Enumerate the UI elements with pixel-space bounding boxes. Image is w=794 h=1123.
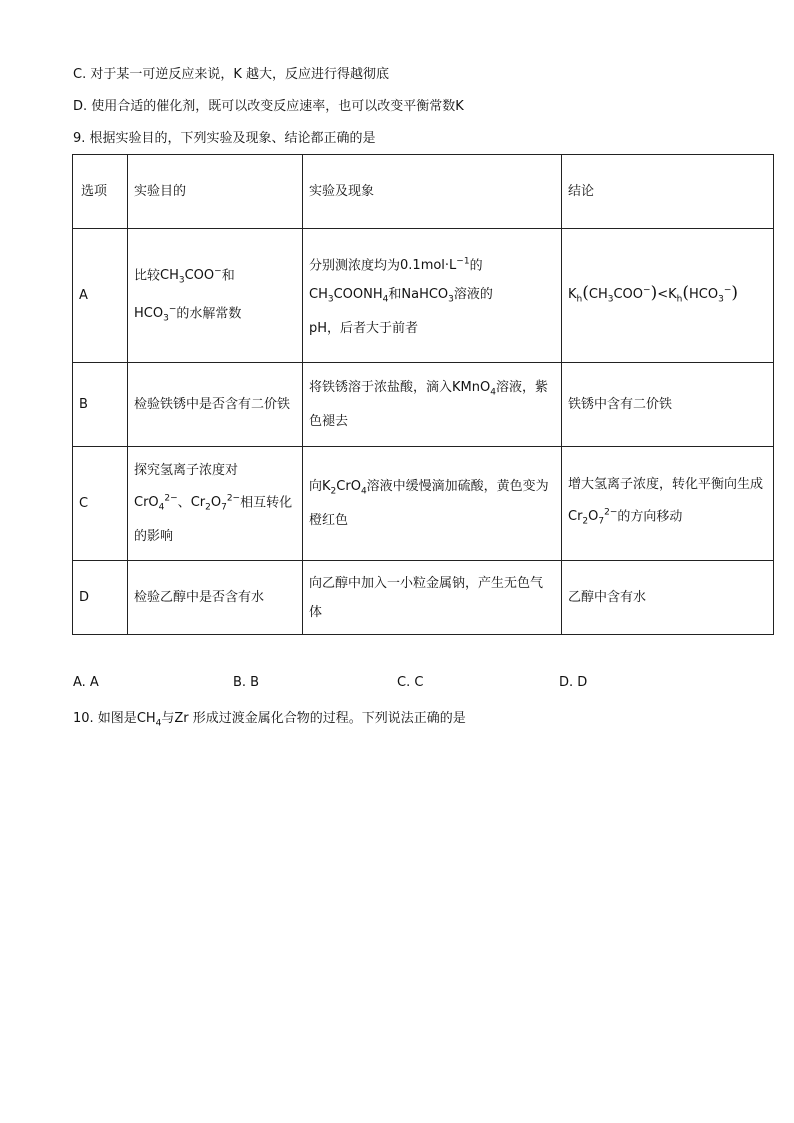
table-header-row xyxy=(73,155,774,229)
row-a-option: A xyxy=(73,229,128,363)
row-d-experiment: 向乙醇中加入一小粒金属钠，产生无色气体 xyxy=(303,561,562,635)
table-row-c xyxy=(73,447,774,561)
answer-choices xyxy=(73,675,723,693)
header-purpose: 实验目的 xyxy=(128,155,303,229)
experiment-table xyxy=(72,154,774,635)
row-b-purpose: 检验铁锈中是否含有二价铁 xyxy=(128,363,303,447)
row-c-purpose: 探究氢离子浓度对 CrO$_4^{2-}$、$Cr_2O_7^{2-}$相互转化的影响 xyxy=(128,447,303,561)
choice-a[interactable]: A. A xyxy=(73,675,99,690)
question-9-stem: 9. 根据实验目的，下列实验及现象、结论都正确的是 xyxy=(73,131,376,146)
header-experiment: 实验及现象 xyxy=(303,155,562,229)
choice-b[interactable]: B. B xyxy=(233,675,260,690)
option-c-text: C. 对于某一可逆反应来说，K 越大，反应进行得越彻底 xyxy=(73,67,389,82)
row-d-conclusion: 乙醇中含有水 xyxy=(562,561,774,635)
header-conclusion: 结论 xyxy=(562,155,774,229)
row-d-option: D xyxy=(73,561,128,635)
row-c-option: C xyxy=(73,447,128,561)
question-10-stem: 10. 如图是$CH_4$与Zr 形成过渡金属化合物的过程。下列说法正确的是 xyxy=(73,711,466,729)
row-b-experiment: 将铁锈溶于浓盐酸，滴入KMnO$_4$溶液，紫色褪去 xyxy=(303,363,562,447)
option-d-text: D. 使用合适的催化剂，既可以改变反应速率，也可以改变平衡常数K xyxy=(73,99,464,114)
row-a-purpose: 比较$CH_3COO^-$和 $HCO_3^-$的水解常数 xyxy=(128,229,303,363)
row-a-conclusion: $K_h(CH_3COO^-)<K_h(HCO_3^-)$ xyxy=(562,229,774,363)
row-b-option: B xyxy=(73,363,128,447)
row-c-conclusion: 增大氢离子浓度，转化平衡向生成$Cr_2O_7^{2-}$的方向移动 xyxy=(562,447,774,561)
choice-d[interactable]: D. D xyxy=(559,675,588,690)
table-row-d xyxy=(73,561,774,635)
table-row-a xyxy=(73,229,774,363)
table-row-b xyxy=(73,363,774,447)
choice-c[interactable]: C. C xyxy=(397,675,424,690)
header-option: 选项 xyxy=(73,155,128,229)
row-a-experiment: 分别测浓度均为$0.1mol\cdot L^{-1}$的 $CH_3COONH_4$和NaHCO$_3$溶液的 pH，后者大于前者 xyxy=(303,229,562,363)
row-b-conclusion: 铁锈中含有二价铁 xyxy=(562,363,774,447)
row-d-purpose: 检验乙醇中是否含有水 xyxy=(128,561,303,635)
row-c-experiment: 向$K_2CrO_4$溶液中缓慢滴加硫酸，黄色变为橙红色 xyxy=(303,447,562,561)
